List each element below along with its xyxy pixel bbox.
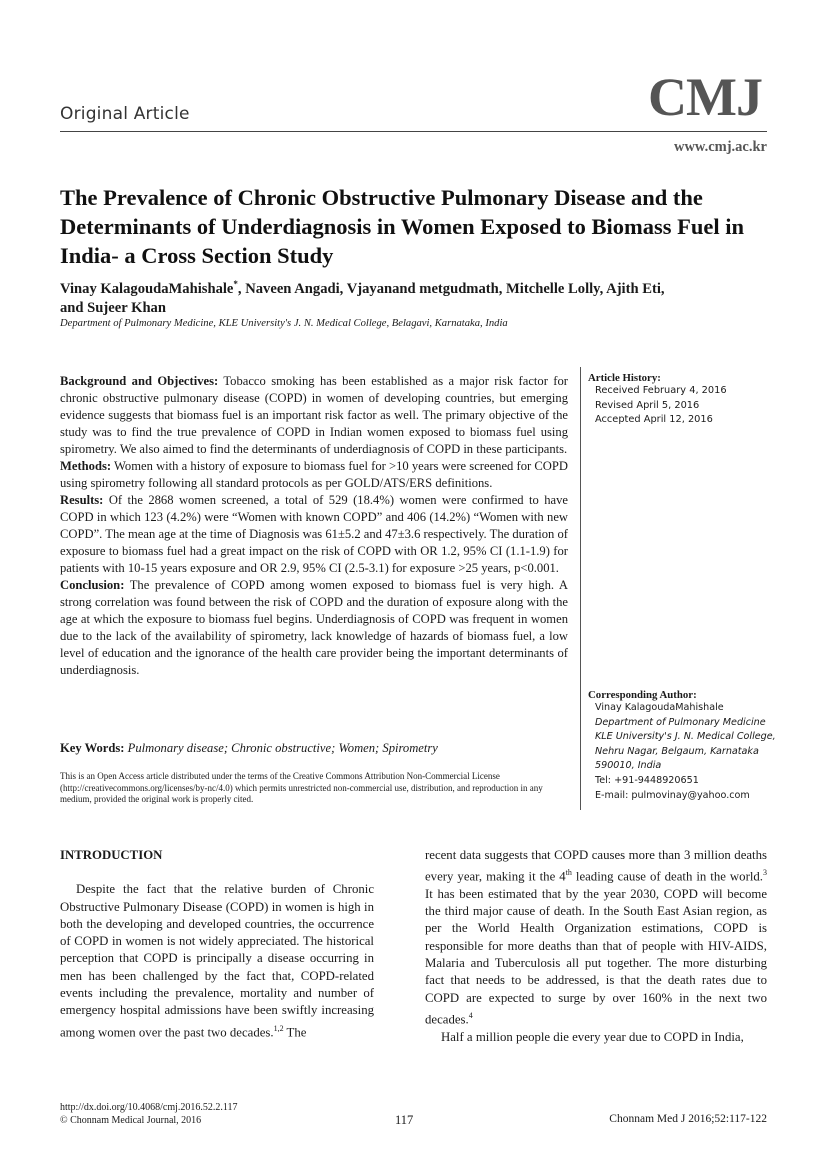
- affiliation: Department of Pulmonary Medicine, KLE University's J. N. Medical College, Belagavi, Karnataka, India: [60, 318, 508, 329]
- corr-title: Corresponding Author:: [588, 689, 697, 701]
- results-label: Results:: [60, 493, 104, 507]
- methods-text: Women with a history of exposure to biomass fuel for >10 years were screened for COPD using spirometry following all standard protocols as per GOLD/ATS/ERS definitions.: [60, 459, 568, 490]
- corr-email-link[interactable]: E-mail: pulmovinay@yahoo.com: [595, 789, 750, 801]
- conclusion-label: Conclusion:: [60, 578, 125, 592]
- intro-paragraph: Despite the fact that the relative burden of Chronic Obstructive Pulmonary Disease (COPD) in women is high in both the developing and developed countries, the occurrence of COPD in women is not widely appreciated. The historical perception that COPD is principally a disease occurring in men has been challenged by the fact that, COPD-related events including the prevalence, mortality and number of emergency hospital admissions have been swiftly increasing among women over the past two decades.$^{1,2}$ The: [60, 882, 374, 1039]
- keywords: [60, 741, 568, 756]
- corr-addr: Nehru Nagar, Belgaum, Karnataka: [595, 745, 759, 757]
- journal-url-link[interactable]: www.cmj.ac.kr: [673, 139, 767, 155]
- author-last: and Sujeer Khan: [60, 299, 166, 316]
- ref-3: 3: [763, 868, 767, 878]
- intro-heading: INTRODUCTION: [60, 848, 163, 862]
- abstract: [60, 373, 568, 679]
- license-note: This is an Open Access article distributed under the terms of the Creative Commons Attribution Non-Commercial License (http://creativecommons.org/licenses/by-nc/4.0) which permits unrestricted non-commercial use, distribution, and reproduction in any medium, provided the original work is properly cited.: [60, 771, 543, 804]
- journal-citation: Chonnam Med J 2016;52:117-122: [609, 1113, 767, 1125]
- sidebar-divider: [580, 367, 581, 810]
- ref-1-2: 1,2: [273, 1023, 284, 1033]
- corr-zip: 590010, India: [595, 760, 662, 772]
- body-column-right: [425, 847, 767, 1046]
- corr-dept: Department of Pulmonary Medicine: [595, 716, 766, 728]
- history-title: Article History:: [588, 372, 661, 384]
- section-label: Original Article: [60, 104, 190, 124]
- revised-date: Revised April 5, 2016: [595, 399, 700, 411]
- header-divider: [60, 131, 767, 132]
- author-list: [60, 275, 770, 318]
- second-paragraph: Half a million people die every year due to COPD in India,: [441, 1029, 744, 1044]
- accepted-date: Accepted April 12, 2016: [595, 414, 713, 425]
- author-primary: Vinay KalagoudaMahishale: [60, 280, 234, 297]
- page-number: 117: [395, 1113, 414, 1127]
- journal-logo: CMJ: [648, 67, 762, 127]
- corr-tel: Tel: +91-9448920651: [595, 774, 699, 786]
- corresponding-author: [588, 689, 778, 803]
- footer-doi: [60, 1102, 238, 1127]
- article-history: [588, 372, 773, 428]
- keywords-text: Pulmonary disease; Chronic obstructive; Women; Spirometry: [124, 741, 438, 755]
- doi-link[interactable]: http://dx.doi.org/10.4068/cmj.2016.52.2.117: [60, 1102, 238, 1113]
- ref-4: 4: [468, 1010, 473, 1020]
- body-column-left: [60, 847, 374, 1041]
- author-rest: , Naveen Angadi, Vjayanand metgudmath, Mitchelle Lolly, Ajith Eti,: [237, 280, 665, 297]
- results-text: Of the 2868 women screened, a total of 529 (18.4%) women were confirmed to have COPD in which 123 (4.2%) were “Women with known COPD” and 406 (14.2%) “Women with new COPD”. The mean age at the time of Diagnosis was 61±5.2 and 47±3.6 respectively. The duration of exposure to biomass fuel had a great impact on the risk of COPD with OR 1.2, 95% CI (1.1-1.9) for patients with 10-15 years exposure and OR 2.9, 95% CI (2.5-3.1) for exposure >25 years, p<0.001.: [60, 493, 568, 575]
- conclusion-text: The prevalence of COPD among women exposed to biomass fuel is very high. A strong correlation was found between the risk of COPD and the duration of exposure along with the age at which the exposure to biomass fuel begins. Underdiagnosis of COPD was frequent in women due to the lack of the availability of spirometry, lack knowledge of hazards of biomass fuel, a low level of education and the ignorance of the health care provider being the important determinants of underdiagnosis.: [60, 578, 568, 677]
- copyright: © Chonnam Medical Journal, 2016: [60, 1114, 202, 1126]
- background-text: Tobacco smoking has been established as a major risk factor for chronic obstructive pulmonary disease (COPD) in women of developing countries, but emerging evidence suggests that biomass fuel is an important risk factor as well. The primary objective of the study was to find the true prevalence of COPD in Indian women exposed to biomass fuel using spirometry. We also aimed to find the determinants of underdiagnosis of COPD in these participants.: [60, 374, 568, 456]
- background-label: Background and Objectives:: [60, 374, 219, 388]
- article-title: The Prevalence of Chronic Obstructive Pulmonary Disease and the Determinants of Underdiagnosis in Women Exposed to Biomass Fuel in India- a Cross Section Study: [60, 185, 745, 268]
- methods-label: Methods:: [60, 459, 112, 473]
- received-date: Received February 4, 2016: [595, 385, 727, 396]
- keywords-label: Key Words:: [60, 741, 125, 755]
- corresponding-mark: *: [233, 279, 238, 289]
- corr-name: Vinay KalagoudaMahishale: [595, 702, 724, 713]
- intro-paragraph-cont: recent data suggests that COPD causes more than 3 million deaths every year, making it the 4th leading cause of death in the world.$^3$ It has been estimated that by the year 2030, COPD will become the third major cause of death. In the South East Asian region, as per the World Health Organization estimations, COPD is responsible for more deaths than that of people with HIV-AIDS, Malaria and Tuberculosis all put together. The more disturbing fact that needs to be addressed, is that the death rates due to COPD are expected to surge by over 160% in the next two decades.$^4$: [425, 848, 767, 1027]
- corr-univ: KLE University's J. N. Medical College,: [595, 731, 776, 743]
